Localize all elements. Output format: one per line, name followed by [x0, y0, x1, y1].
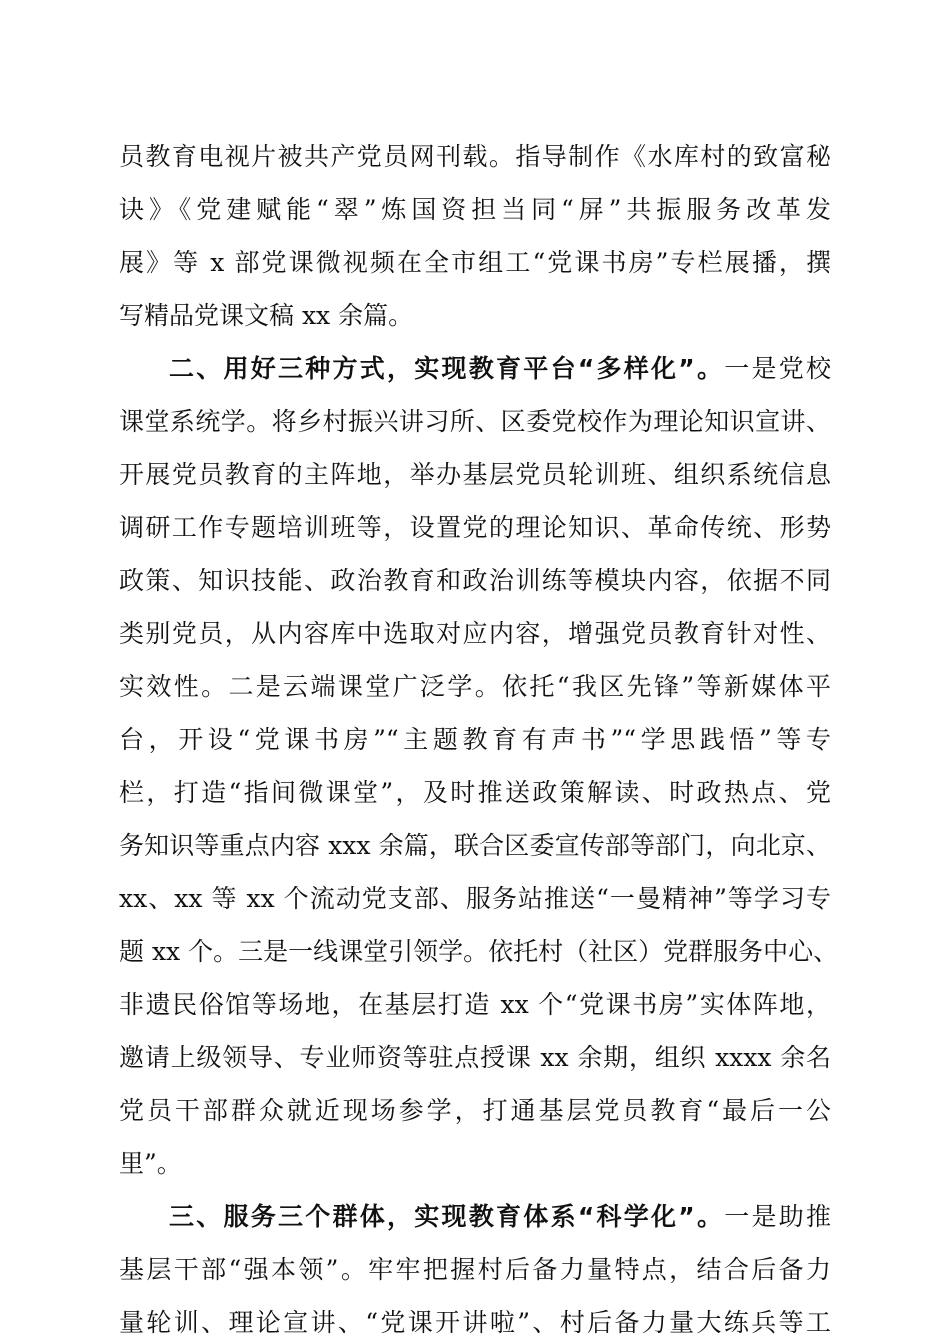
- paragraph-3-line: 基层干部“强本领”。牢牢把握村后备力量特点，结合后备力: [119, 1255, 831, 1284]
- paragraph-2-line: 非遗民俗馆等场地，在基层打造 xx 个“党课书房”实体阵地，: [119, 990, 831, 1019]
- paragraph-3-first-line: [169, 1197, 831, 1237]
- paragraph-3-line: 量轮训、理论宣讲、“党课开讲啦”、村后备力量大练兵等工: [119, 1308, 831, 1337]
- paragraph-2-line: 课堂系统学。将乡村振兴讲习所、区委党校作为理论知识宣讲、: [119, 407, 831, 436]
- paragraph-2-line: 类别党员，从内容库中选取对应内容，增强党员教育针对性、: [119, 619, 831, 648]
- paragraph-2-line: 调研工作专题培训班等，设置党的理论知识、革命传统、形势: [119, 513, 831, 542]
- paragraph-3-first-line-rest: 一是助推: [724, 1202, 831, 1231]
- paragraph-2-line: 邀请上级领导、专业师资等驻点授课 xx 余期，组织 xxxx 余名: [119, 1043, 831, 1072]
- paragraph-2-first-line-rest: 一是党校: [724, 354, 831, 383]
- paragraph-2-line: 实效性。二是云端课堂广泛学。依托“我区先锋”等新媒体平: [119, 672, 831, 701]
- paragraph-1-line-4: 写精品党课文稿 xx 余篇。: [119, 301, 414, 330]
- paragraph-2-line: 栏，打造“指间微课堂”，及时推送政策解读、时政热点、党: [119, 778, 831, 807]
- paragraph-2-last-line: 里”。: [119, 1149, 182, 1178]
- paragraph-2-line: 题 xx 个。三是一线课堂引领学。依托村（社区）党群服务中心、: [119, 937, 839, 966]
- paragraph-1-line-3: 展》等 x 部党课微视频在全市组工“党课书房”专栏展播，撰: [119, 248, 831, 277]
- paragraph-1-line-1: 员教育电视片被共产党员网刊载。指导制作《水库村的致富秘: [119, 142, 831, 171]
- section-3-heading: 三、服务三个群体，实现教育体系“科学化”。: [169, 1202, 725, 1231]
- paragraph-1-line-2: 诀》《党建赋能“翠”炼国资担当同“屏”共振服务改革发: [119, 195, 831, 224]
- section-2-heading: 二、用好三种方式，实现教育平台“多样化”。: [169, 354, 725, 383]
- paragraph-2-line: 党员干部群众就近现场参学，打通基层党员教育“最后一公: [119, 1096, 831, 1125]
- paragraph-2-line: xx、xx 等 xx 个流动党支部、服务站推送“一曼精神”等学习专: [119, 884, 831, 913]
- paragraph-2-line: 政策、知识技能、政治教育和政治训练等模块内容，依据不同: [119, 566, 831, 595]
- paragraph-2-line: 开展党员教育的主阵地，举办基层党员轮训班、组织系统信息: [119, 460, 831, 489]
- paragraph-2-line: 务知识等重点内容 xxx 余篇，联合区委宣传部等部门，向北京、: [119, 831, 831, 860]
- paragraph-2-first-line: [169, 349, 831, 389]
- paragraph-2-line: 台，开设“党课书房”“主题教育有声书”“学思践悟”等专: [119, 725, 831, 754]
